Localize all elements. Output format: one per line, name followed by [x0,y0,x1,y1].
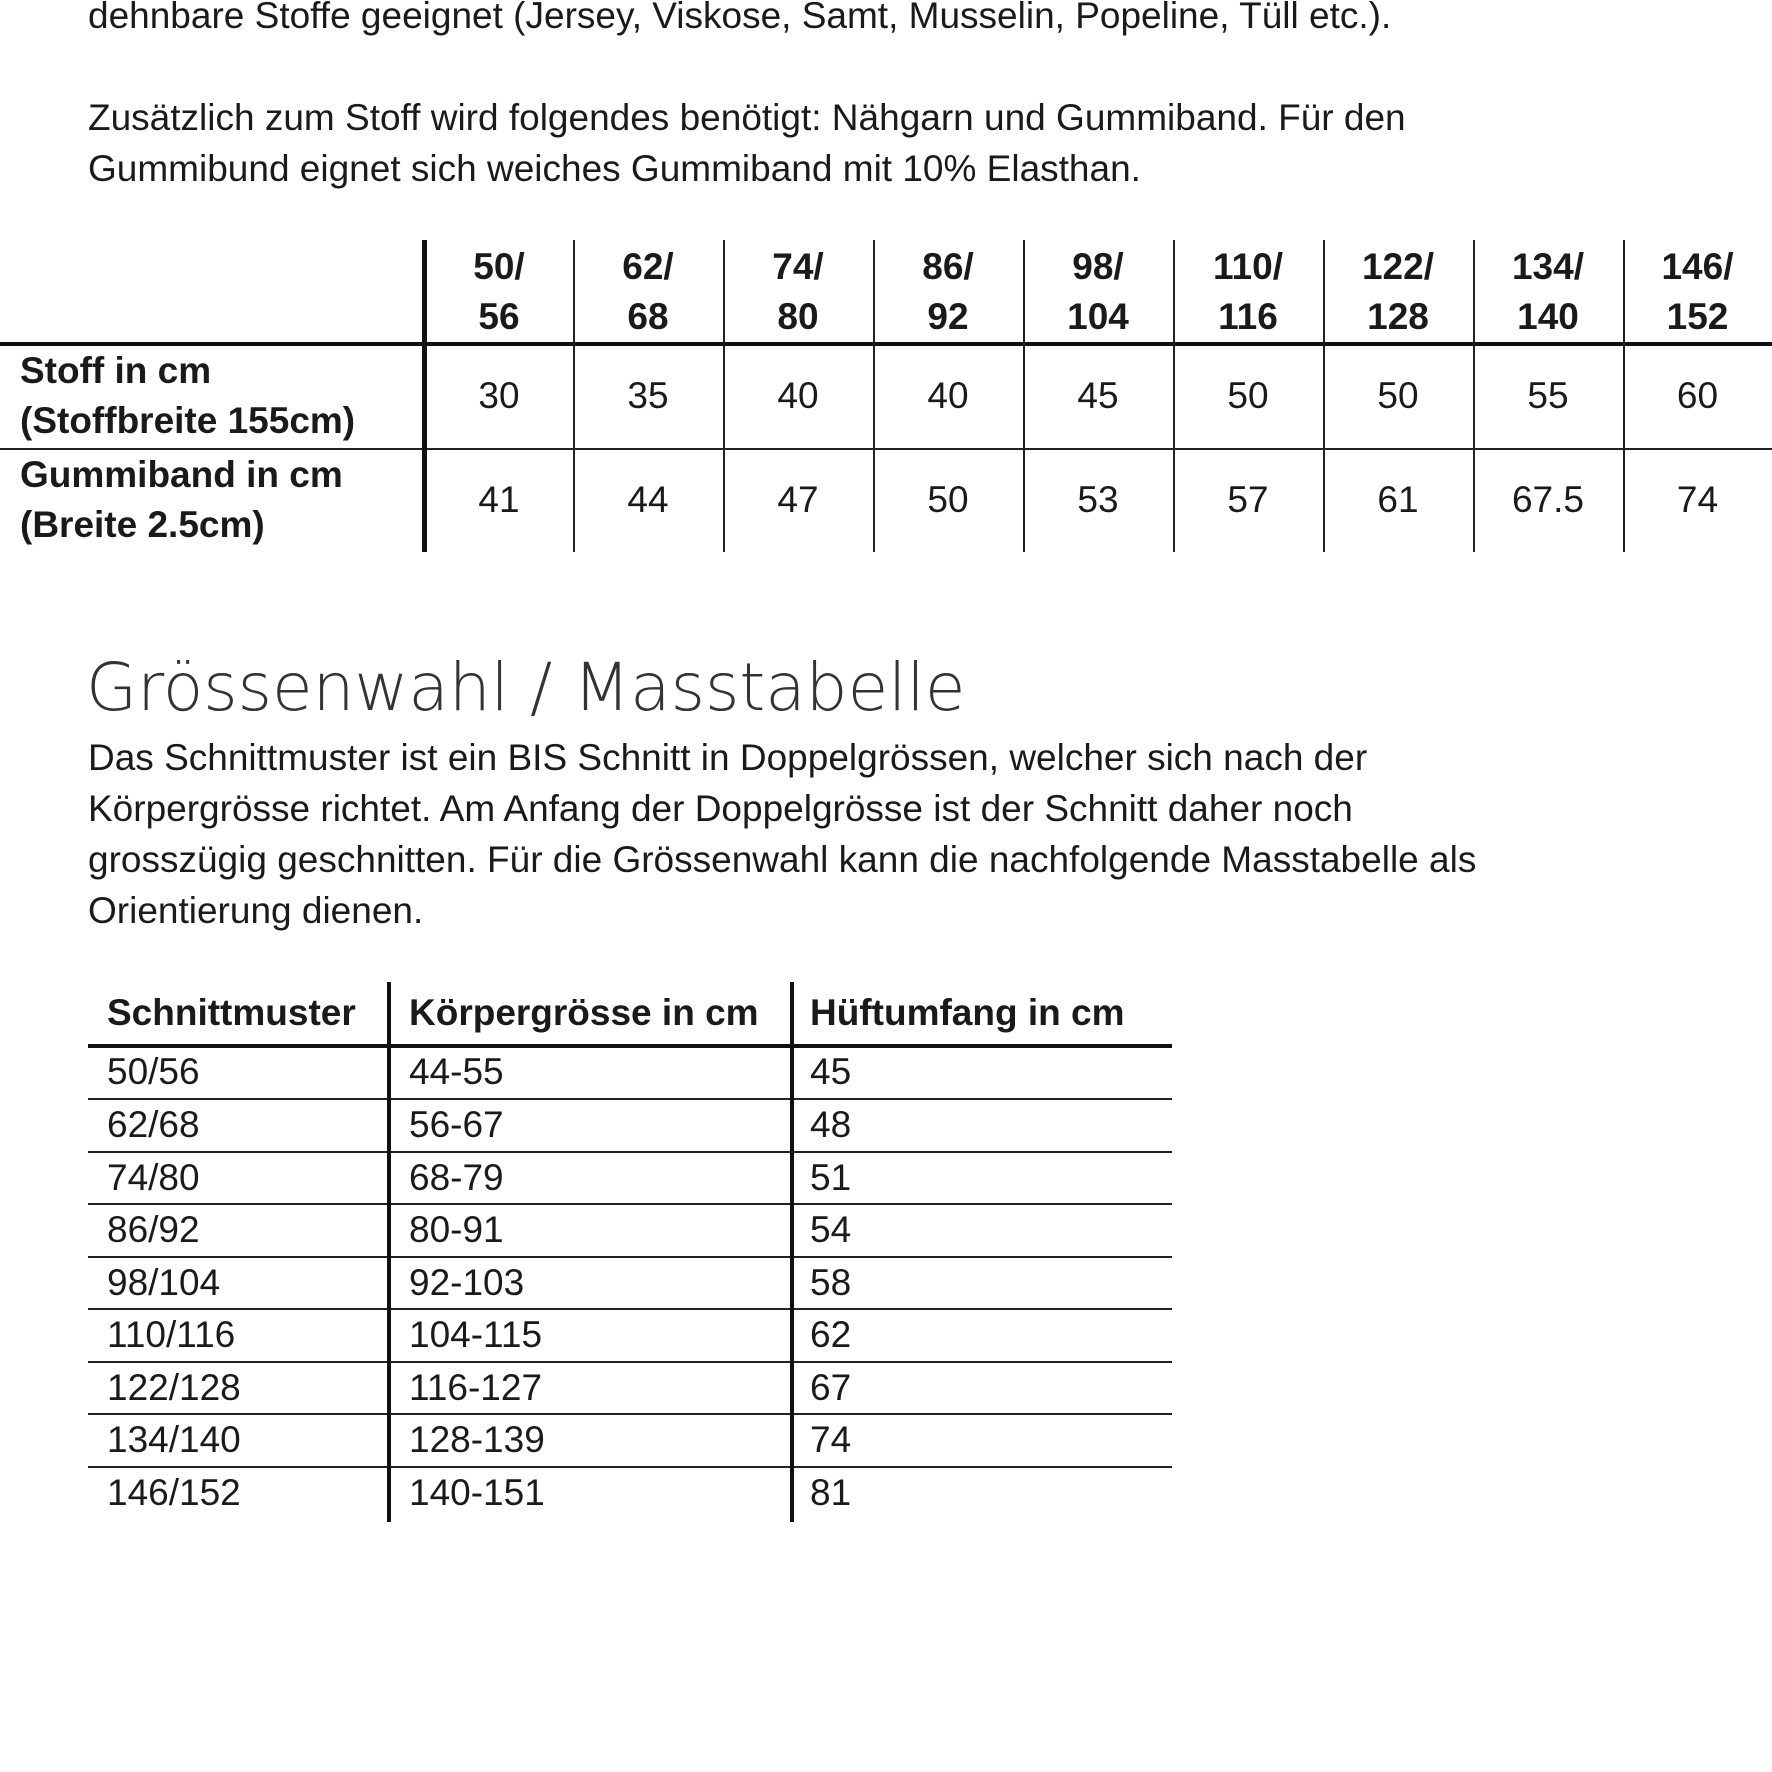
hip-circumference: 54 [810,1209,852,1250]
size-table-row [88,1414,1172,1466]
table-divider [88,1044,1172,1048]
size-table-row [88,1309,1172,1361]
elastic-value-cell: 53 [1077,479,1119,520]
table-divider [1173,240,1175,552]
pattern-size: 74/80 [107,1157,200,1198]
fabric-value-cell: 35 [627,375,669,416]
size-table-row [88,1467,1172,1519]
fabric-value-cell: 30 [478,375,520,416]
size-header-cell: 98/ 104 [1067,246,1129,337]
description-line: grosszügig geschnitten. Für die Grössenwahl kann die nachfolgende Masstabelle als [88,839,1477,880]
size-header-cell: 50/ 56 [473,246,525,337]
size-header-cell: 110/ 116 [1213,246,1283,337]
hip-circumference: 58 [810,1262,852,1303]
intro-line: dehnbare Stoffe geeignet (Jersey, Viskose, Samt, Musselin, Popeline, Tüll etc.). [88,0,1392,36]
body-height: 116-127 [409,1367,543,1408]
table-divider [1023,240,1025,552]
size-header-cell: 74/ 80 [772,246,824,337]
row-label: Gummiband in cm (Breite 2.5cm) [20,454,343,545]
materials-paragraph [88,92,1688,194]
hip-circumference: 51 [810,1157,852,1198]
pattern-size: 110/116 [107,1314,236,1355]
body-height: 68-79 [409,1157,504,1198]
fabric-requirement-table [0,240,1772,552]
table-divider [1473,240,1475,552]
body-height: 56-67 [409,1104,504,1145]
intro-paragraph-top [88,0,1688,41]
column-header-height: Körpergrösse in cm [409,992,759,1033]
fabric-value-cell: 50 [1227,375,1269,416]
table-divider [0,448,1772,450]
fabric-value-cell: 55 [1527,375,1569,416]
pattern-size: 134/140 [107,1419,241,1460]
hip-circumference: 62 [810,1314,852,1355]
pattern-size: 122/128 [107,1367,241,1408]
column-header-pattern: Schnittmuster [107,992,356,1033]
body-height: 128-139 [409,1419,545,1460]
table-divider [88,1256,1172,1258]
materials-line-1: Zusätzlich zum Stoff wird folgendes benötigt: Nähgarn und Gummiband. Für den [88,97,1406,138]
table-divider [88,1308,1172,1310]
table-divider [387,982,391,1522]
description-line: Körpergrösse richtet. Am Anfang der Doppelgrösse ist der Schnitt daher noch [88,788,1353,829]
pattern-size: 86/92 [107,1209,200,1250]
size-header-cell: 134/ 140 [1511,246,1584,337]
table-divider [790,982,794,1522]
size-chart-table [88,982,1172,1522]
pattern-size: 146/152 [107,1472,241,1513]
hip-circumference: 67 [810,1367,852,1408]
size-table-row [88,1204,1172,1256]
body-height: 104-115 [409,1314,543,1355]
table-divider [723,240,725,552]
elastic-value-cell: 61 [1377,479,1419,520]
table-divider [1623,240,1625,552]
body-height: 140-151 [409,1472,545,1513]
pattern-size: 98/104 [107,1262,221,1303]
elastic-value-cell: 57 [1227,479,1269,520]
table-divider [0,342,1772,346]
fabric-row [0,344,1772,448]
table-divider [422,240,427,552]
fabric-value-cell: 40 [927,375,969,416]
body-height: 44-55 [409,1051,504,1092]
size-table-header-row [88,982,1172,1044]
elastic-value-cell: 67.5 [1511,479,1584,520]
description-line: Das Schnittmuster ist ein BIS Schnitt in Doppelgrössen, welcher sich nach der [88,737,1368,778]
table-divider [88,1466,1172,1468]
fabric-value-cell: 40 [777,375,819,416]
hip-circumference: 74 [810,1419,852,1460]
table-divider [88,1413,1172,1415]
pattern-size: 50/56 [107,1051,200,1092]
table-divider [88,1098,1172,1100]
elastic-row [0,448,1772,552]
size-header-cell: 86/ 92 [922,246,974,337]
elastic-value-cell: 50 [927,479,969,520]
hip-circumference: 81 [810,1472,852,1513]
hip-circumference: 45 [810,1051,852,1092]
size-description [88,732,1688,936]
elastic-value-cell: 44 [627,479,669,520]
size-table-row [88,1046,1172,1098]
size-table-row [88,1099,1172,1151]
section-title: Grössenwahl / Masstabelle [86,649,966,726]
size-header-cell: 122/ 128 [1361,246,1434,337]
body-height: 92-103 [409,1262,525,1303]
size-table-row [88,1257,1172,1309]
size-table-row [88,1152,1172,1204]
column-header-hip: Hüftumfang in cm [810,992,1125,1033]
table-divider [88,1151,1172,1153]
description-line: Orientierung dienen. [88,890,424,931]
row-label: Stoff in cm (Stoffbreite 155cm) [20,350,356,441]
size-header-cell: 146/ 152 [1661,246,1734,337]
table-divider [1323,240,1325,552]
size-header-cell: 62/ 68 [622,246,674,337]
pattern-size: 62/68 [107,1104,200,1145]
fabric-table-header-row [0,240,1772,344]
body-height: 80-91 [409,1209,504,1250]
materials-line-2: Gummibund eignet sich weiches Gummiband mit 10% Elasthan. [88,148,1141,189]
fabric-value-cell: 45 [1077,375,1119,416]
table-divider [88,1361,1172,1363]
table-divider [573,240,575,552]
fabric-value-cell: 50 [1377,375,1419,416]
fabric-value-cell: 60 [1676,375,1719,416]
elastic-value-cell: 47 [777,479,819,520]
table-divider [88,1203,1172,1205]
table-divider [873,240,875,552]
hip-circumference: 48 [810,1104,852,1145]
size-table-row [88,1362,1172,1414]
elastic-value-cell: 74 [1676,479,1719,520]
elastic-value-cell: 41 [478,479,520,520]
